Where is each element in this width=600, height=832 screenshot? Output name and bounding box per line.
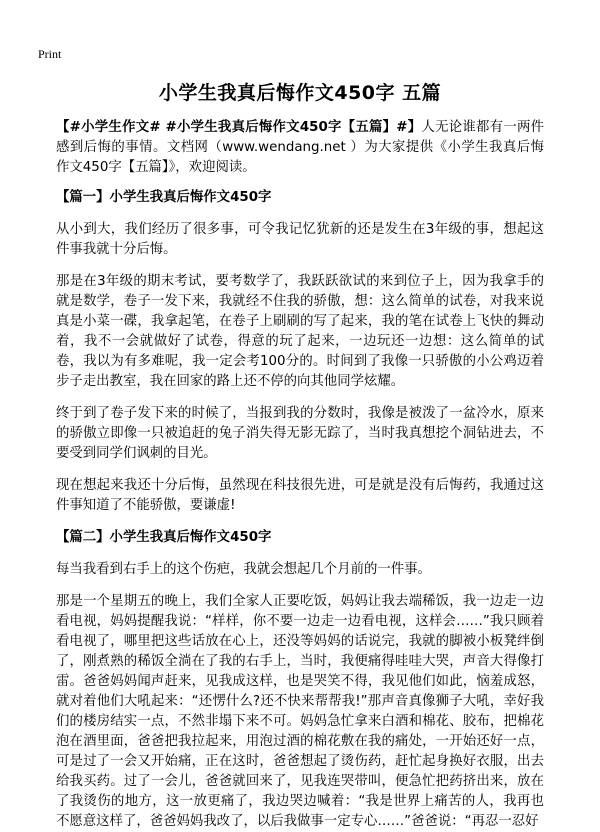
page-title: 小学生我真后悔作文450字 五篇	[158, 82, 442, 104]
section-1-paragraph-3: 终于到了卷子发下来的时候了，当报到我的分数时，我像是被泼了一盆冷水，原来的骄傲立即像一只被追赶的兔子消失得无影无踪了，当时我真想挖个洞钻进去，不要受到同学们讽刺的目光。	[56, 406, 544, 461]
section-2-paragraph-2: 那是一个星期五的晚上，我们全家人正要吃饭，妈妈让我去端稀饭，我一边走一边看电视，妈妈提醒我说：“样样，你不要一边走一边看电视，这样会……”我只顾着看电视了，哪里把这些话放在心上，还没等妈妈的话说完，我就的脚被小板凳绊倒了，刚煮熟的稀饭全淌在了我的右手上，当时，我便痛得哇哇大哭，声音大得像打雷。爸爸妈妈闻声赶来，见我成这样，也是哭笑不得，我见他们如此，恼羞成怒，就对着他们大吼起来：“还愣什么?还不快来帮帮我!”那声音真像狮子大吼，幸好我们的楼房结实一点，不然非塌下来不可。妈妈急忙拿来白酒和棉花、胶布，把棉花泡在酒里面，爸爸把我拉起来，用泡过酒的棉花敷在我的痛处，一开始还好一点，可是过了一会又开始痛，正在这时，爸爸想起了烫伤药，赶忙起身换好衣服，出去给我买药。过了一会儿，爸爸就回来了，见我连哭带叫，便急忙把药挤出来，放在了我烫伤的地方，这一放更痛了，我边哭边喊着：“我是世界上痛苦的人，我再也不愿意这样了，爸爸妈妈我改了，以后我做事一定专心……”爸爸说：“再忍一忍好	[56, 594, 544, 829]
section-1-paragraph-2: 那是在3年级的期末考试，要考数学了，我跃跃欲试的来到位子上，因为我拿手的就是数学，卷子一发下来，我就经不住我的骄傲，想：这么简单的试卷，对我来说真是小菜一碟，我拿起笔，在卷子上刷刷的写了起来，我的笔在试卷上飞快的舞动着，我不一会就做好了试卷，得意的玩了起来，一边玩还一边想：这么简单的试卷，我以为有多难呢，我一定会考100分的。时间到了我像一只骄傲的小公鸡迈着步子走出教室，我在回家的路上还不停的向其他同学炫耀。	[56, 274, 544, 389]
section-1-paragraph-1: 从小到大，我们经历了很多事，可令我记忆犹新的还是发生在3年级的事，想起这件事我就十分后悔。	[56, 222, 544, 257]
section-1-paragraph-4: 现在想起来我还十分后悔，虽然现在科技很先进，可是就是没有后悔药，我通过这件事知道了不能骄傲，要谦虚!	[56, 478, 544, 513]
section-2-paragraph-1: 每当我看到右手上的这个伤疤，我就会想起几个月前的一件事。	[56, 562, 431, 577]
print-link[interactable]: Print	[38, 47, 62, 61]
intro-text: 人无论谁都有一两件感到后悔的事情。文档网（www.wendang.net ）为大家提供《小学生我真后悔作文450字【五篇】》，欢迎阅读。	[56, 120, 545, 175]
article-body	[56, 118, 544, 832]
intro-tags: 【#小学生作文# #小学生我真后悔作文450字【五篇】#】	[56, 120, 422, 135]
intro-paragraph	[56, 118, 544, 178]
section-2-heading: 【篇二】小学生我真后悔作文450字	[56, 530, 272, 545]
section-1-heading: 【篇一】小学生我真后悔作文450字	[56, 190, 272, 205]
